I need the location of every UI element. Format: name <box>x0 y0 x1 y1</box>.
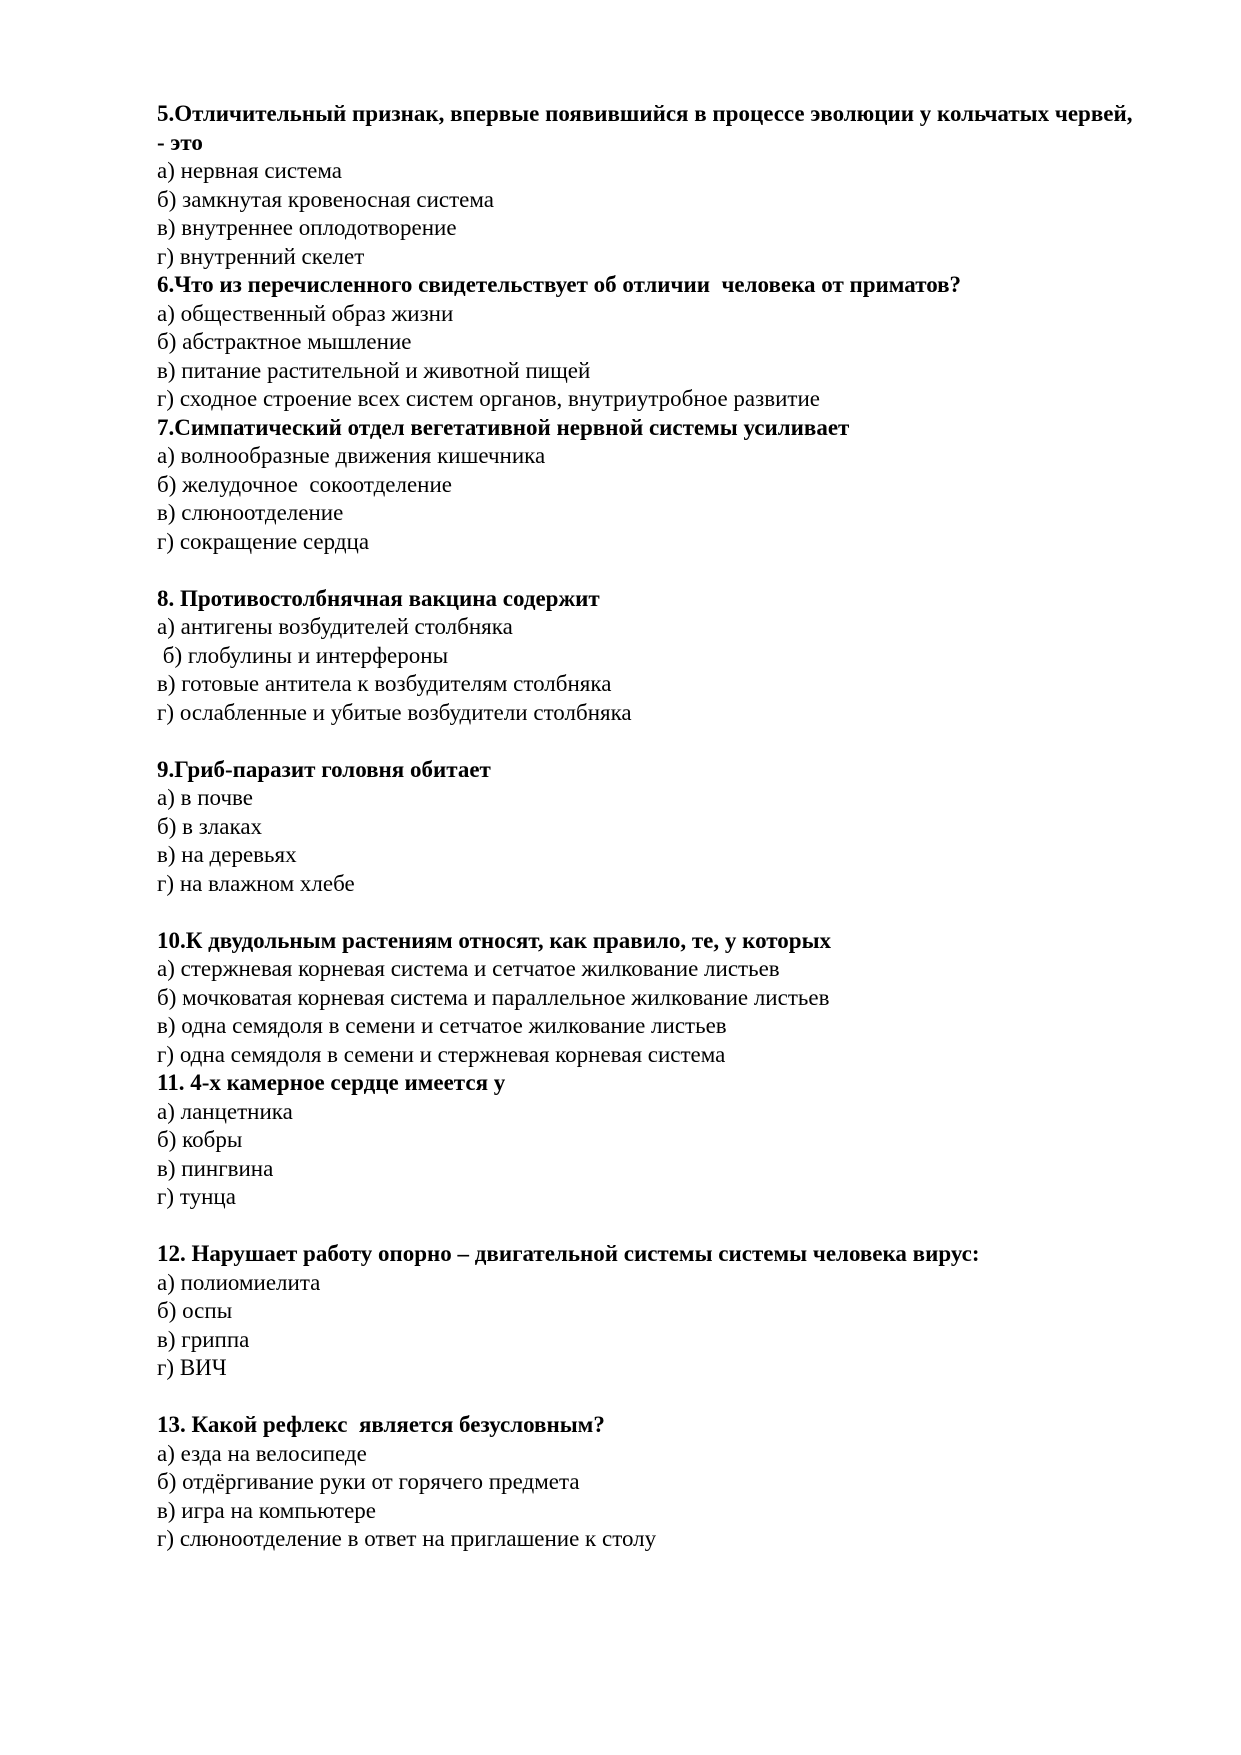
answer-option: в) внутреннее оплодотворение <box>157 215 457 240</box>
answer-option: б) кобры <box>157 1127 243 1152</box>
question-title: 13. Какой рефлекс является безусловным? <box>157 1412 605 1437</box>
answer-option: в) готовые антитела к возбудителям столбняка <box>157 671 612 696</box>
question-block-5 <box>157 100 1142 271</box>
question-block-11 <box>157 1069 1142 1212</box>
answer-option: в) пингвина <box>157 1155 274 1181</box>
answer-option: б) абстрактное мышление <box>157 329 412 354</box>
question-block-7 <box>157 414 1142 557</box>
answer-option: а) нервная система <box>157 158 342 183</box>
question-block-8 <box>157 585 1142 728</box>
question-block-12 <box>157 1240 1142 1383</box>
question-block-10 <box>157 927 1142 1070</box>
question-title: 6.Что из перечисленного свидетельствует об отличии человека от приматов? <box>157 272 962 297</box>
question-block-13 <box>157 1411 1142 1554</box>
answer-option: б) отдёргивание руки от горячего предмета <box>157 1469 580 1494</box>
question-title: 11. 4-х камерное сердце имеется у <box>157 1070 506 1095</box>
question-title: 12. Нарушает работу опорно – двигательной системы системы человека вирус: <box>157 1241 980 1266</box>
answer-option: б) оспы <box>157 1298 233 1323</box>
answer-option: а) в почве <box>157 785 253 810</box>
answer-option: г) сходное строение всех систем органов, внутриутробное развитие <box>157 386 820 411</box>
answer-option: б) глобулины и интерфероны <box>157 642 449 668</box>
answer-option: б) желудочное сокоотделение <box>157 471 452 497</box>
answer-option: б) замкнутая кровеносная система <box>157 186 494 212</box>
question-block-9 <box>157 756 1142 899</box>
answer-option: г) тунца <box>157 1184 236 1209</box>
question-title: 7.Симпатический отдел вегетативной нервной системы усиливает <box>157 414 850 440</box>
question-title: 9.Гриб-паразит головня обитает <box>157 756 491 782</box>
question-title: 5.Отличительный признак, впервые появившийся в процессе эволюции у кольчатых червей, - это <box>157 101 1139 155</box>
question-title: 10.К двудольным растениям относят, как правило, те, у которых <box>157 927 832 953</box>
answer-option: б) мочковатая корневая система и параллельное жилкование листьев <box>157 984 830 1010</box>
answer-option: а) ланцетника <box>157 1098 293 1124</box>
test-questions-list <box>157 100 1142 1554</box>
answer-option: б) в злаках <box>157 813 263 839</box>
answer-option: г) ВИЧ <box>157 1355 227 1380</box>
answer-option: а) стержневая корневая система и сетчатое жилкование листьев <box>157 956 780 981</box>
answer-option: а) антигены возбудителей столбняка <box>157 614 513 639</box>
answer-option: г) внутренний скелет <box>157 243 365 269</box>
answer-option: г) ослабленные и убитые возбудители столбняка <box>157 699 632 725</box>
answer-option: г) на влажном хлебе <box>157 870 355 896</box>
question-title: 8. Противостолбнячная вакцина содержит <box>157 585 600 611</box>
answer-option: а) полиомиелита <box>157 1269 321 1295</box>
answer-option: в) игра на компьютере <box>157 1497 377 1523</box>
answer-option: в) слюноотделение <box>157 500 344 525</box>
answer-option: в) питание растительной и животной пищей <box>157 357 591 383</box>
answer-option: а) волнообразные движения кишечника <box>157 443 546 468</box>
answer-option: г) одна семядоля в семени и стержневая корневая система <box>157 1041 726 1067</box>
answer-option: а) езда на велосипеде <box>157 1440 367 1466</box>
answer-option: г) сокращение сердца <box>157 528 370 554</box>
answer-option: в) одна семядоля в семени и сетчатое жилкование листьев <box>157 1013 727 1038</box>
question-block-6 <box>157 271 1142 414</box>
answer-option: в) на деревьях <box>157 842 297 867</box>
answer-option: в) гриппа <box>157 1326 250 1352</box>
answer-option: г) слюноотделение в ответ на приглашение к столу <box>157 1526 657 1551</box>
answer-option: а) общественный образ жизни <box>157 300 454 326</box>
